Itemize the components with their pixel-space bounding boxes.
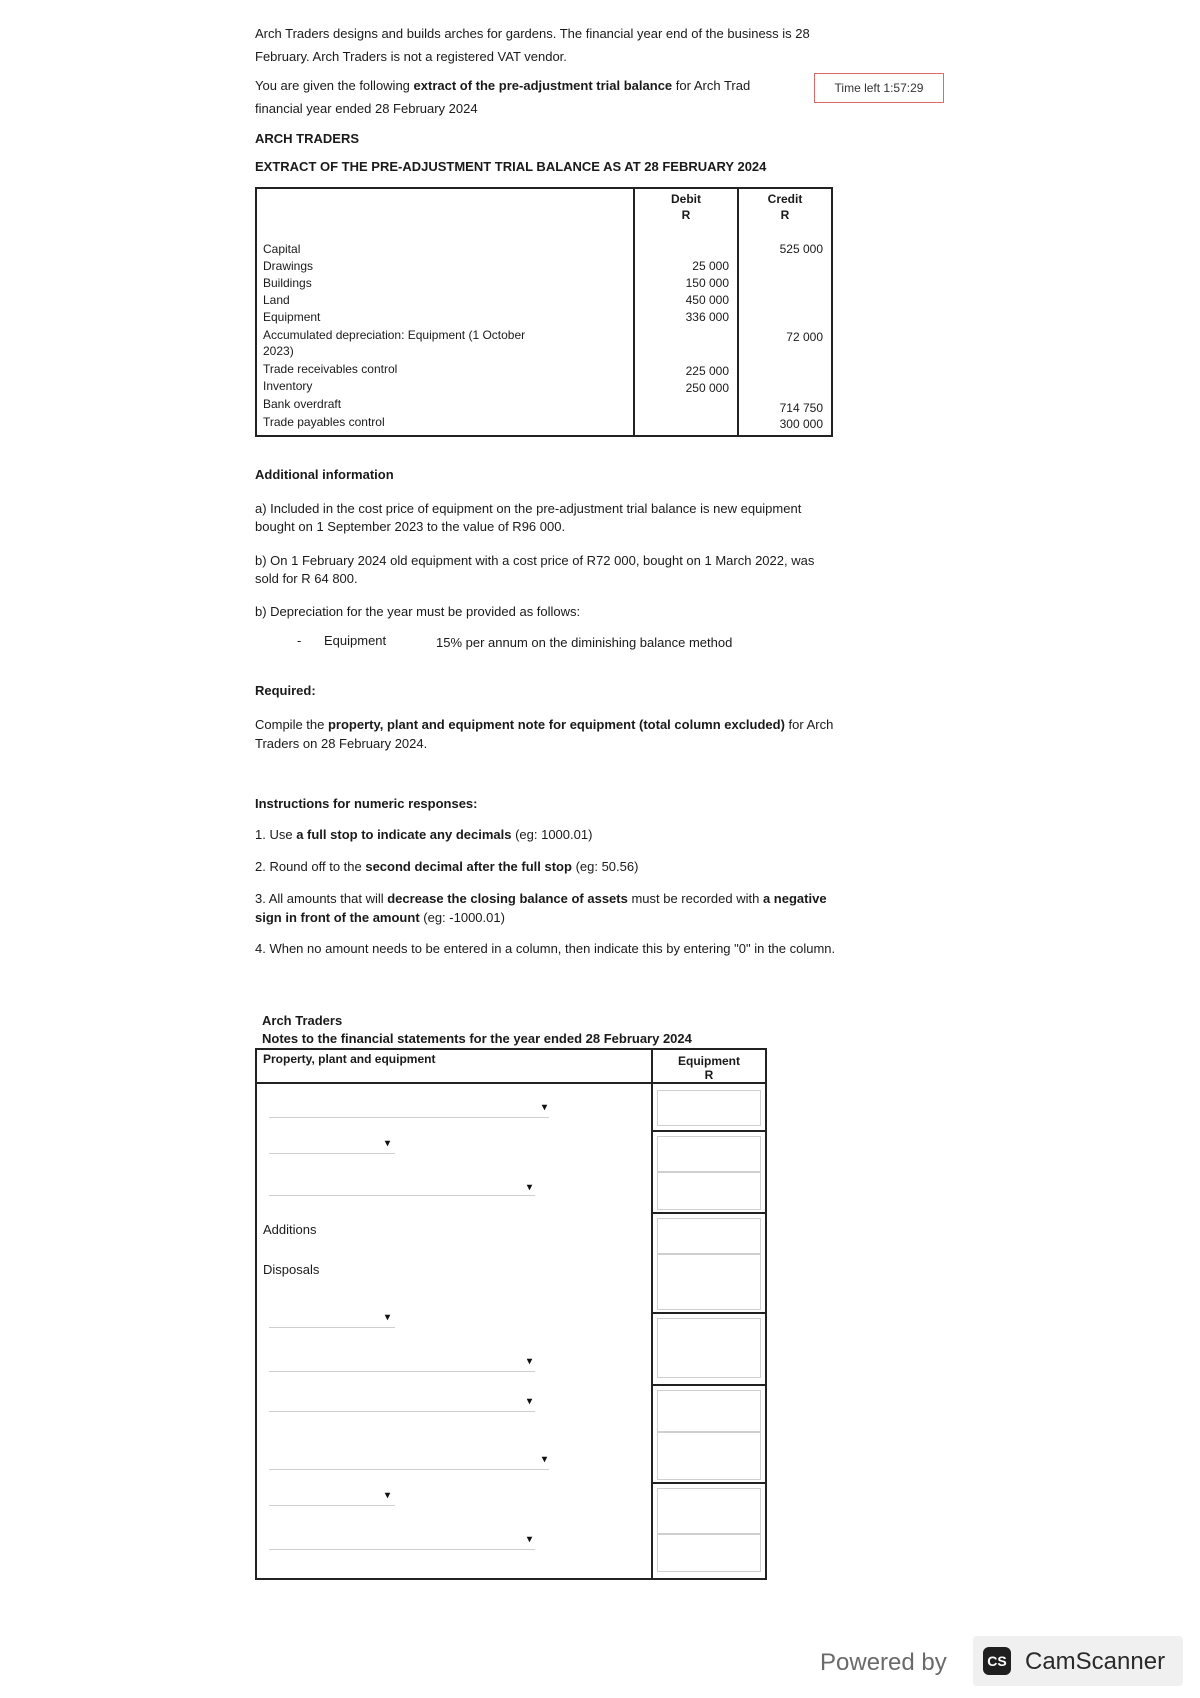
camscanner-logo-icon: CS bbox=[983, 1647, 1011, 1675]
chevron-down-icon[interactable]: ▾ bbox=[527, 1356, 533, 1367]
equipment-amount-input[interactable] bbox=[657, 1318, 761, 1378]
additions-label: Additions bbox=[263, 1222, 317, 1237]
chevron-down-icon[interactable]: ▾ bbox=[385, 1312, 391, 1323]
header-separator bbox=[257, 1082, 765, 1084]
tb-row-debit: 25 000 bbox=[692, 259, 729, 273]
required-heading: Required: bbox=[255, 683, 316, 698]
row-9-description-select[interactable] bbox=[269, 1526, 535, 1550]
note-title: Notes to the financial statements for the year ended 28 February 2024 bbox=[262, 1031, 692, 1046]
business-heading: ARCH TRADERS bbox=[255, 131, 359, 146]
info-a-line-1: a) Included in the cost price of equipment on the pre-adjustment trial balance is new equipment bbox=[255, 501, 802, 516]
subtotal-line bbox=[653, 1130, 765, 1132]
powered-by-text: Powered by bbox=[820, 1649, 947, 1676]
intro-line-1: Arch Traders designs and builds arches for gardens. The financial year end of the business is 28 bbox=[255, 26, 810, 41]
instructions-heading: Instructions for numeric responses: bbox=[255, 796, 478, 811]
chevron-down-icon[interactable]: ▾ bbox=[385, 1490, 391, 1501]
intro-line-3: You are given the following extract of the pre-adjustment trial balance for Arch Trad bbox=[255, 78, 751, 93]
row-3-description-select[interactable] bbox=[269, 1172, 535, 1196]
info-c-item-text: 15% per annum on the diminishing balance method bbox=[436, 635, 733, 650]
additional-info-heading: Additional information bbox=[255, 467, 394, 482]
equipment-amount-input[interactable] bbox=[657, 1136, 761, 1172]
intro-line-2: February. Arch Traders is not a registered VAT vendor. bbox=[255, 49, 567, 64]
camscanner-badge bbox=[973, 1636, 1183, 1686]
tb-row-label: Land bbox=[263, 293, 290, 307]
tb-row-label: Bank overdraft bbox=[263, 397, 342, 411]
note-company: Arch Traders bbox=[262, 1013, 343, 1028]
row-1-description-select[interactable] bbox=[269, 1094, 549, 1118]
instruction-2: 2. Round off to the second decimal after the full stop (eg: 50.56) bbox=[255, 859, 639, 874]
subtotal-line bbox=[653, 1212, 765, 1214]
tb-row-label: Trade receivables control bbox=[263, 362, 398, 376]
required-text-line-1: Compile the property, plant and equipment note for equipment (total column excluded) for Arch bbox=[255, 717, 834, 732]
tb-row-credit: 300 000 bbox=[779, 417, 823, 431]
subtotal-line bbox=[653, 1384, 765, 1386]
tb-row-credit: 72 000 bbox=[786, 330, 823, 344]
equipment-amount-input[interactable] bbox=[657, 1254, 761, 1310]
tb-row-label: Buildings bbox=[263, 276, 312, 290]
row-5-description-select[interactable] bbox=[269, 1348, 535, 1372]
tb-row-label: Equipment bbox=[263, 310, 321, 324]
tb-row-label: Capital bbox=[263, 242, 301, 256]
camscanner-brand: CamScanner bbox=[1025, 1648, 1166, 1675]
chevron-down-icon[interactable]: ▾ bbox=[527, 1534, 533, 1545]
chevron-down-icon[interactable]: ▾ bbox=[527, 1182, 533, 1193]
debit-column-divider bbox=[633, 189, 635, 435]
instruction-3-line-2: sign in front of the amount (eg: -1000.01) bbox=[255, 910, 505, 925]
tb-row-debit: 250 000 bbox=[685, 381, 729, 395]
tb-row-label-cont: 2023) bbox=[263, 344, 294, 358]
equipment-col-header: Equipment R bbox=[678, 1054, 740, 1082]
info-b-line-1: b) On 1 February 2024 old equipment with a cost price of R72 000, bought on 1 March 2022, was bbox=[255, 553, 815, 568]
row-4-description-select[interactable] bbox=[269, 1304, 395, 1328]
credit-column-divider bbox=[737, 189, 739, 435]
bullet-icon: - bbox=[297, 633, 302, 648]
chevron-down-icon[interactable]: ▾ bbox=[527, 1396, 533, 1407]
trial-balance-table bbox=[255, 187, 833, 437]
tb-row-debit: 225 000 bbox=[685, 364, 729, 378]
info-c-line: b) Depreciation for the year must be provided as follows: bbox=[255, 604, 581, 619]
time-left-timer: Time left 1:57:29 bbox=[814, 73, 944, 103]
equipment-amount-input[interactable] bbox=[657, 1090, 761, 1126]
equipment-amount-input[interactable] bbox=[657, 1432, 761, 1480]
tb-row-label: Accumulated depreciation: Equipment (1 October bbox=[263, 328, 526, 342]
info-c-item-label: Equipment bbox=[324, 633, 387, 648]
chevron-down-icon[interactable]: ▾ bbox=[542, 1102, 548, 1113]
row-7-description-select[interactable] bbox=[269, 1446, 549, 1470]
disposals-label: Disposals bbox=[263, 1262, 320, 1277]
instruction-4: 4. When no amount needs to be entered in a column, then indicate this by entering "0" in the column. bbox=[255, 941, 836, 956]
equipment-amount-input[interactable] bbox=[657, 1488, 761, 1534]
row-6-description-select[interactable] bbox=[269, 1388, 535, 1412]
instruction-1: 1. Use a full stop to indicate any decimals (eg: 1000.01) bbox=[255, 827, 593, 842]
ppe-col-header: Property, plant and equipment bbox=[263, 1052, 436, 1066]
intro-line-4: financial year ended 28 February 2024 bbox=[255, 101, 478, 116]
subtotal-line bbox=[653, 1312, 765, 1314]
credit-header: Credit R bbox=[767, 192, 803, 222]
tb-row-label: Trade payables control bbox=[263, 415, 385, 429]
chevron-down-icon[interactable]: ▾ bbox=[542, 1454, 548, 1465]
required-text-line-2: Traders on 28 February 2024. bbox=[255, 736, 428, 751]
subtotal-line bbox=[653, 1482, 765, 1484]
tb-row-label: Inventory bbox=[263, 379, 313, 393]
instruction-3-line-1: 3. All amounts that will decrease the closing balance of assets must be recorded with a negative bbox=[255, 891, 827, 906]
row-2-description-select[interactable] bbox=[269, 1130, 395, 1154]
debit-header: Debit R bbox=[671, 192, 701, 222]
info-b-line-2: sold for R 64 800. bbox=[255, 571, 358, 586]
tb-row-debit: 336 000 bbox=[685, 310, 729, 324]
trial-balance-heading: EXTRACT OF THE PRE-ADJUSTMENT TRIAL BALANCE AS AT 28 FEBRUARY 2024 bbox=[255, 159, 767, 174]
equipment-amount-input[interactable] bbox=[657, 1172, 761, 1210]
tb-row-debit: 450 000 bbox=[685, 293, 729, 307]
info-a-line-2: bought on 1 September 2023 to the value of R96 000. bbox=[255, 519, 566, 534]
tb-row-label: Drawings bbox=[263, 259, 314, 273]
tb-row-debit: 150 000 bbox=[685, 276, 729, 290]
tb-row-credit: 525 000 bbox=[779, 242, 823, 256]
ppe-note-table bbox=[255, 1048, 767, 1580]
row-8-description-select[interactable] bbox=[269, 1482, 395, 1506]
chevron-down-icon[interactable]: ▾ bbox=[385, 1138, 391, 1149]
equipment-amount-input[interactable] bbox=[657, 1534, 761, 1572]
equipment-amount-input[interactable] bbox=[657, 1218, 761, 1254]
equipment-amount-input[interactable] bbox=[657, 1390, 761, 1432]
tb-row-credit: 714 750 bbox=[779, 401, 823, 415]
